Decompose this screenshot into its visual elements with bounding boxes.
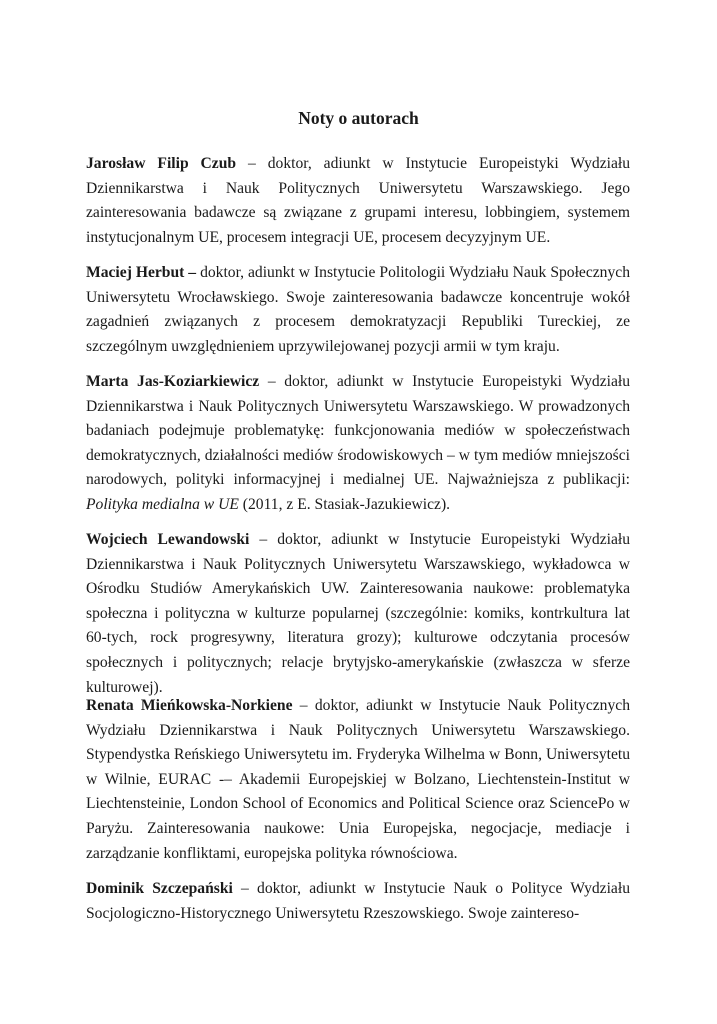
author-note-lewandowski: [86, 528, 630, 700]
page-title: Noty o autorach: [298, 108, 419, 128]
author-name: Marta Jas-Koziarkiewicz: [86, 373, 260, 390]
author-description: – doktor, adiunkt w Instytucie Nauk Politycznych Wydziału Dziennikarstwa i Nauk Politycznych Uniwersytetu Warszawskiego. Stypendystka Reńskiego Uniwersytetu im. Fryderyka Wilhelma w Bonn, Uniwersytetu w Wilnie, EURAC -– Akademii Europejskiej w Bolzano, Liechtenstein-Institut w Liechtensteinie, London School of Economics and Political Science oraz SciencePo w Paryżu. Zainteresowania naukowe: Unia Europejska, negocjacje, mediacje i zarządzanie konfliktami, europejska polityka równościowa.: [86, 697, 630, 862]
author-note-mienkowska-norkiene: [86, 694, 630, 866]
author-note-jas-koziarkiewicz: [86, 370, 630, 518]
author-note-herbut: [86, 261, 630, 359]
author-name: Jarosław Filip Czub: [86, 155, 237, 172]
author-description: – doktor, adiunkt w Instytucie Nauk o Polityce Wydziału Socjologiczno-Historycznego Uniwersytetu Rzeszowskiego. Swoje zaintereso-: [86, 880, 630, 922]
author-description: doktor, adiunkt w Instytucie Politologii Wydziału Nauk Społecznych Uniwersytetu Wrocławskiego. Swoje zainteresowania badawcze koncentruje wokół zagadnień związanych z procesem demokratyzacji Republiki Tureckiej, ze szczególnym uwzględnieniem uprzywilejowanej pozycji armii w tym kraju.: [86, 264, 630, 355]
author-name: Dominik Szczepański: [86, 880, 233, 897]
author-description: – doktor, adiunkt w Instytucie Europeistyki Wydziału Dziennikarstwa i Nauk Politycznych Uniwersytetu Warszawskiego, wykładowca w Ośrodku Studiów Amerykańskich UW. Zainteresowania naukowe: problematyka społeczna i polityczna w kulturze popularnej (szczególnie: komiks, kontrkultura lat 60-tych, rock progresywny, literatura grozy); kulturowe odczytania procesów społecznych i politycznych; relacje brytyjsko-amerykańskie (zwłaszcza w sferze kulturowej).: [86, 531, 631, 696]
author-description: – doktor, adiunkt w Instytucie Europeistyki Wydziału Dziennikarstwa i Nauk Politycznych Uniwersytetu Warszawskiego. W prowadzonych badaniach podejmuje problematykę: funkcjonowania mediów w społeczeństwach demokratycznych, działalności mediów środowiskowych – w tym mediów mniejszości narodowych, polityki informacyjnej i medialnej UE. Najważniejsza z publikacji:: [86, 373, 631, 489]
author-note-szczepanski: [86, 877, 630, 926]
publication-title: Polityka medialna w UE: [86, 495, 239, 513]
publication-details: (2011, z E. Stasiak-Jazukiewicz).: [238, 495, 451, 513]
author-note-czub: [86, 152, 630, 250]
author-name: Renata Mieńkowska-Norkiene: [86, 697, 293, 714]
author-name: Wojciech Lewandowski: [86, 531, 250, 548]
author-description: – doktor, adiunkt w Instytucie Europeistyki Wydziału Dziennikarstwa i Nauk Politycznych Uniwersytetu Warszawskiego. Jego zainteresowania badawcze są związane z grupami interesu, lobbingiem, systemem instytucjonalnym UE, procesem integracji UE, procesem decyzyjnym UE.: [86, 155, 630, 246]
author-name: Maciej Herbut –: [86, 264, 197, 281]
